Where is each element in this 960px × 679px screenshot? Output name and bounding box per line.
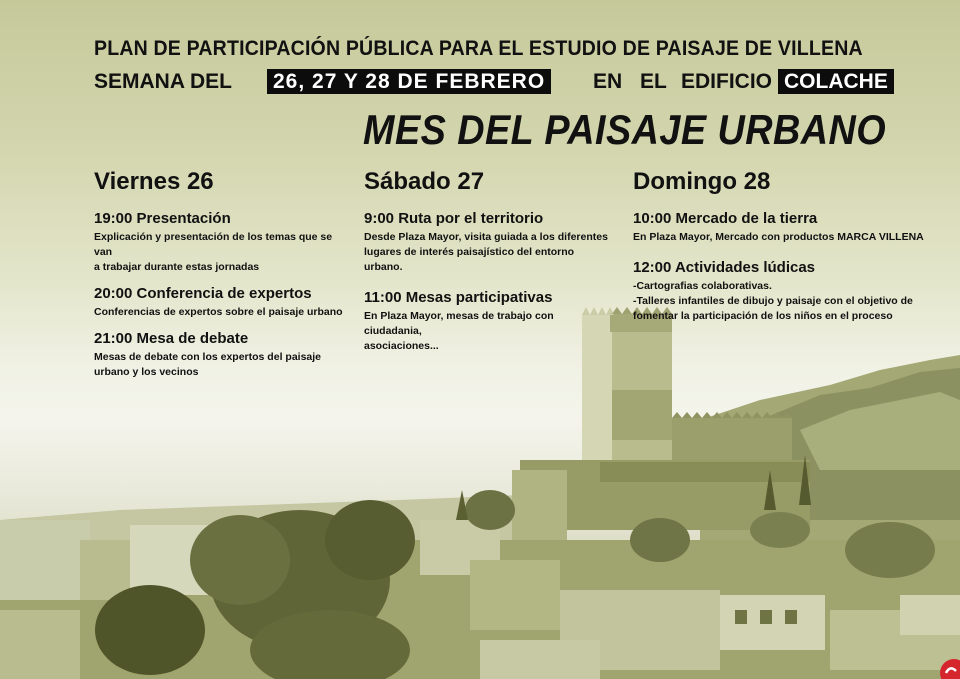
event-item: [633, 210, 953, 245]
day-heading: Domingo 28: [633, 168, 771, 195]
event-description: Conferencias de expertos sobre el paisaje urbano: [94, 306, 343, 318]
event-description: Desde Plaza Mayor, visita guiada a los diferentes lugares de interés paisajístico del entorno urbano.: [364, 231, 608, 273]
header-title: PLAN DE PARTICIPACIÓN PÚBLICA PARA EL ESTUDIO DE PAISAJE DE VILLENA: [94, 37, 863, 60]
header-word-en: EN: [593, 70, 623, 93]
event-title: 10:00 Mercado de la tierra: [633, 210, 818, 227]
day-heading: Sábado 27: [364, 168, 485, 195]
header-word-edificio: EDIFICIO: [681, 70, 773, 93]
corner-logo-icon: [934, 653, 960, 679]
event-title: 19:00 Presentación: [94, 210, 231, 227]
main-headline: MES DEL PAISAJE URBANO: [363, 106, 887, 153]
schedule-column-saturday: [364, 168, 614, 364]
event-title: 20:00 Conferencia de expertos: [94, 285, 312, 302]
day-heading: Viernes 26: [94, 168, 214, 195]
event-description: En Plaza Mayor, Mercado con productos MARCA VILLENA: [633, 231, 924, 243]
schedule-column-friday: [94, 168, 344, 390]
header-word-el: EL: [640, 70, 667, 93]
event-item: [633, 259, 953, 324]
header-dates-line: [94, 69, 888, 94]
event-title: 12:00 Actividades lúdicas: [633, 259, 816, 276]
dates-box: 26, 27 Y 28 DE FEBRERO: [267, 69, 551, 94]
event-title: 21:00 Mesa de debate: [94, 330, 249, 347]
event-item: [94, 330, 344, 380]
schedule-column-sunday: [633, 168, 953, 334]
event-title: 9:00 Ruta por el territorio: [364, 210, 544, 227]
event-item: [364, 289, 614, 354]
venue-box: COLACHE: [778, 69, 894, 94]
event-description: Explicación y presentación de los temas que se van a trabajar durante estas jornadas: [94, 231, 333, 273]
event-item: [94, 210, 344, 275]
header-word-semana: SEMANA: [94, 70, 186, 93]
event-description: -Cartografias colaborativas. -Talleres infantiles de dibujo y paisaje con el objetivo de fomentar la participación de los niños en el proceso: [633, 280, 913, 322]
event-title: 11:00 Mesas participativas: [364, 289, 553, 306]
event-description: Mesas de debate con los expertos del paisaje urbano y los vecinos: [94, 351, 322, 378]
event-item: [94, 285, 344, 320]
header-word-del: DEL: [190, 70, 232, 93]
event-item: [364, 210, 614, 275]
event-description: En Plaza Mayor, mesas de trabajo con ciudadania, asociaciones...: [364, 310, 554, 352]
